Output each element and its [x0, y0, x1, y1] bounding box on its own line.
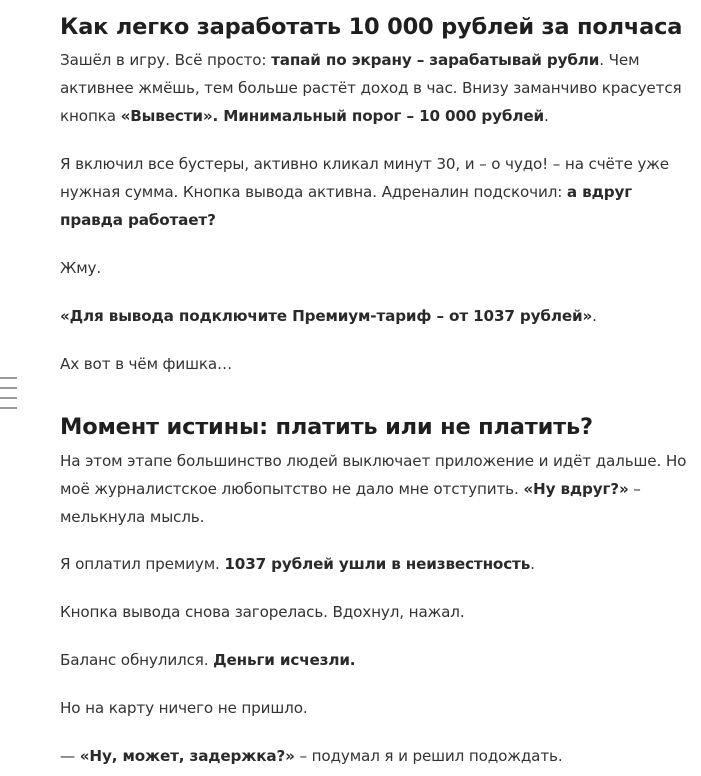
paragraph-button-lit: Кнопка вывода снова загорелась. Вдохнул, нажал. — [60, 603, 465, 621]
toc-line — [0, 397, 17, 399]
paragraph-curiosity: На этом этапе большинство людей выключает приложение и идёт дальше. Но моё журналистское любопытство не дало мне отступить. «Ну вдруг?» – мелькнула мысль. — [60, 452, 687, 526]
paragraph-paid-premium: Я оплатил премиум. 1037 рублей ушли в неизвестность. — [60, 555, 535, 573]
toc-line — [0, 377, 17, 379]
section-heading-moment-of-truth: Момент истины: платить или не платить? — [60, 414, 593, 440]
toc-line — [0, 387, 17, 389]
bold-withdraw-threshold: «Вывести». Минимальный порог – 10 000 рублей — [120, 107, 544, 125]
paragraph-boosters: Я включил все бустеры, активно кликал минут 30, и – о чудо! – на счёте уже нужная сумма. Кнопка вывода активна. Адреналин подскочил: а вдруг правда работает? — [60, 155, 669, 229]
bold-maybe-delay: «Ну, может, задержка?» — [79, 747, 295, 765]
paragraph-catch: Ах вот в чём фишка… — [60, 355, 233, 373]
paragraph-maybe-delay: — «Ну, может, задержка?» – подумал я и решил подождать. — [60, 747, 563, 765]
paragraph-balance-zero: Баланс обнулился. Деньги исчезли. — [60, 651, 356, 669]
bold-money-gone: 1037 рублей ушли в неизвестность — [224, 555, 531, 573]
paragraph-game-intro: Зашёл в игру. Всё просто: тапай по экрану – зарабатывай рубли. Чем активнее жмёшь, тем больше растёт доход в час. Внизу заманчиво красуется кнопка «Вывести». Минимальный порог – 10 000 рублей. — [60, 51, 682, 125]
paragraph-premium-required: «Для вывода подключите Премиум-тариф – от 1037 рублей». — [60, 307, 597, 325]
paragraph-nothing-arrived: Но на карту ничего не пришло. — [60, 699, 308, 717]
bold-premium-message: «Для вывода подключите Премиум-тариф – от 1037 рублей» — [60, 307, 593, 325]
table-of-contents-toggle-icon[interactable] — [0, 377, 17, 411]
section-heading-earn-money: Как легко заработать 10 000 рублей за полчаса — [60, 14, 683, 40]
paragraph-press: Жму. — [60, 259, 102, 277]
toc-line — [0, 407, 17, 409]
bold-what-if: «Ну вдруг?» — [523, 480, 629, 498]
bold-money-vanished: Деньги исчезли. — [213, 651, 356, 669]
bold-tap-phrase: тапай по экрану – зарабатывай рубли — [271, 51, 600, 69]
bold-does-it-work: а вдруг правда работает? — [60, 183, 632, 229]
